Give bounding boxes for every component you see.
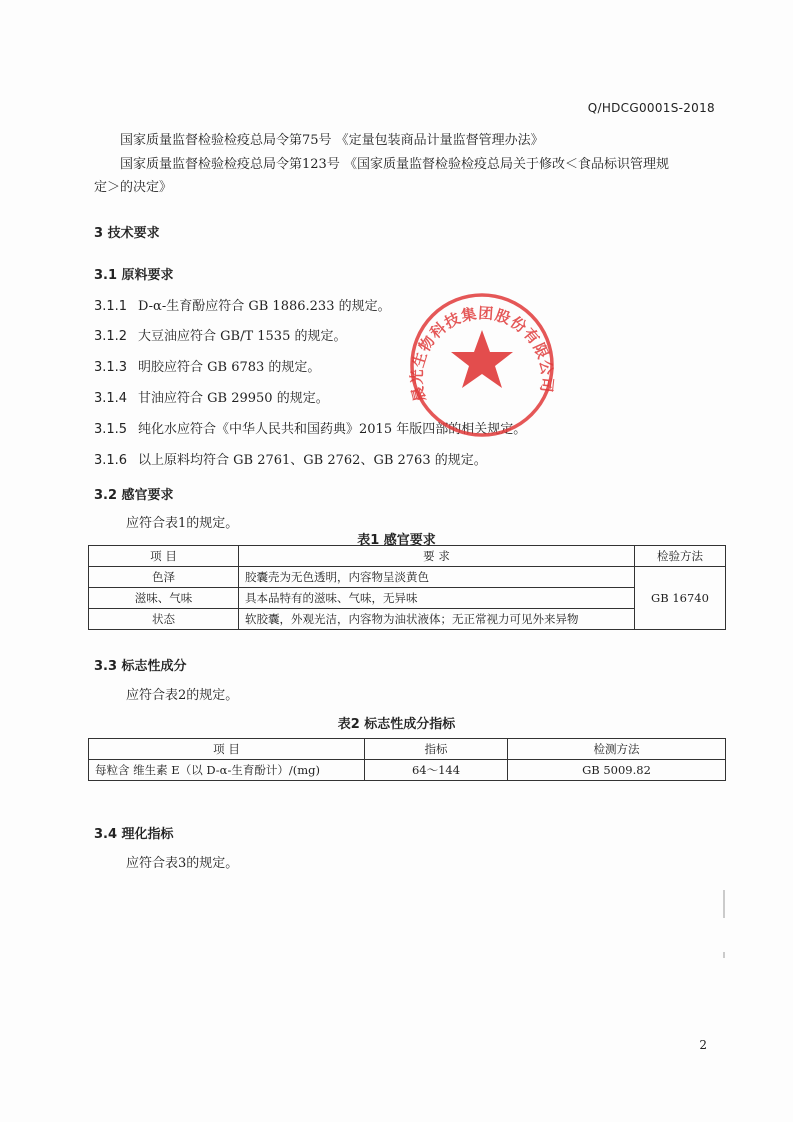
- reference-line: 国家质量监督检验检疫总局令第75号 《定量包装商品计量监督管理办法》: [120, 133, 544, 148]
- table-caption: 表1 感官要求: [357, 533, 436, 548]
- table-cell: 每粒含 维生素 E（以 D-α-生育酚计）/(mg): [89, 760, 365, 781]
- clause-number: 3.1.3: [94, 360, 128, 375]
- section-heading: 3.2 感官要求: [94, 488, 174, 503]
- table-row: [89, 609, 726, 630]
- column-header: 项 目: [89, 546, 239, 567]
- column-header: 项 目: [89, 739, 365, 760]
- clause-number: 3.1.1: [94, 299, 128, 314]
- table-row: [89, 567, 726, 588]
- table-header-row: [89, 739, 726, 760]
- paragraph: 应符合表3的规定。: [126, 856, 239, 871]
- table-row: [89, 588, 726, 609]
- table-header-row: [89, 546, 726, 567]
- column-header: 检验方法: [635, 546, 726, 567]
- clause-number: 3.1.4: [94, 391, 128, 406]
- clause: [94, 387, 329, 406]
- paragraph: 应符合表2的规定。: [126, 688, 239, 703]
- marker-component-table: [88, 738, 726, 781]
- table-cell: 状态: [89, 609, 239, 630]
- clause: [94, 325, 346, 344]
- clause-number: 3.1.6: [94, 453, 128, 468]
- clause: [94, 356, 320, 375]
- table-cell: GB 5009.82: [508, 760, 726, 781]
- page-number: 2: [699, 1038, 707, 1052]
- clause-text: 甘油应符合 GB 29950 的规定。: [138, 391, 329, 406]
- section-heading: 3 技术要求: [94, 226, 160, 241]
- table-cell: 软胶囊，外观光洁，内容物为油状液体；无正常视力可见外来异物: [239, 609, 635, 630]
- column-header: 要 求: [239, 546, 635, 567]
- table-cell: 滋味、气味: [89, 588, 239, 609]
- clause: [94, 449, 487, 468]
- table-row: [89, 760, 726, 781]
- company-seal-icon: [402, 290, 562, 440]
- table-cell: 胶囊壳为无色透明，内容物呈淡黄色: [239, 567, 635, 588]
- clause-text: 大豆油应符合 GB/T 1535 的规定。: [138, 329, 347, 344]
- section-heading: 3.3 标志性成分: [94, 659, 187, 674]
- section-heading: 3.1 原料要求: [94, 268, 174, 283]
- paragraph: 应符合表1的规定。: [126, 516, 239, 531]
- clause-text: D-α-生育酚应符合 GB 1886.233 的规定。: [138, 299, 391, 314]
- clause-text: 明胶应符合 GB 6783 的规定。: [138, 360, 321, 375]
- clause-text: 纯化水应符合《中华人民共和国药典》2015 年版四部的相关规定。: [138, 422, 527, 437]
- table-cell: 色泽: [89, 567, 239, 588]
- table-cell: 64～144: [365, 760, 508, 781]
- reference-line: 定＞的决定》: [94, 180, 173, 195]
- clause-text: 以上原料均符合 GB 2761、GB 2762、GB 2763 的规定。: [138, 453, 487, 468]
- table-cell: GB 16740: [635, 567, 726, 630]
- table-cell: 具本品特有的滋味、气味，无异味: [239, 588, 635, 609]
- reference-line: 国家质量监督检验检疫总局令第123号 《国家质量监督检验检疫总局关于修改＜食品标识管理规: [120, 157, 669, 172]
- column-header: 指标: [365, 739, 508, 760]
- sensory-table: [88, 545, 726, 630]
- clause: [94, 295, 391, 314]
- column-header: 检测方法: [508, 739, 726, 760]
- table-caption: 表2 标志性成分指标: [337, 717, 456, 732]
- standard-code: Q/HDCG0001S-2018: [587, 101, 715, 115]
- clause-number: 3.1.2: [94, 329, 128, 344]
- scan-mark-icon: [722, 890, 726, 960]
- section-heading: 3.4 理化指标: [94, 827, 174, 842]
- seal-text: 晨光生物科技集团股份有限公司: [407, 304, 557, 404]
- clause-number: 3.1.5: [94, 422, 128, 437]
